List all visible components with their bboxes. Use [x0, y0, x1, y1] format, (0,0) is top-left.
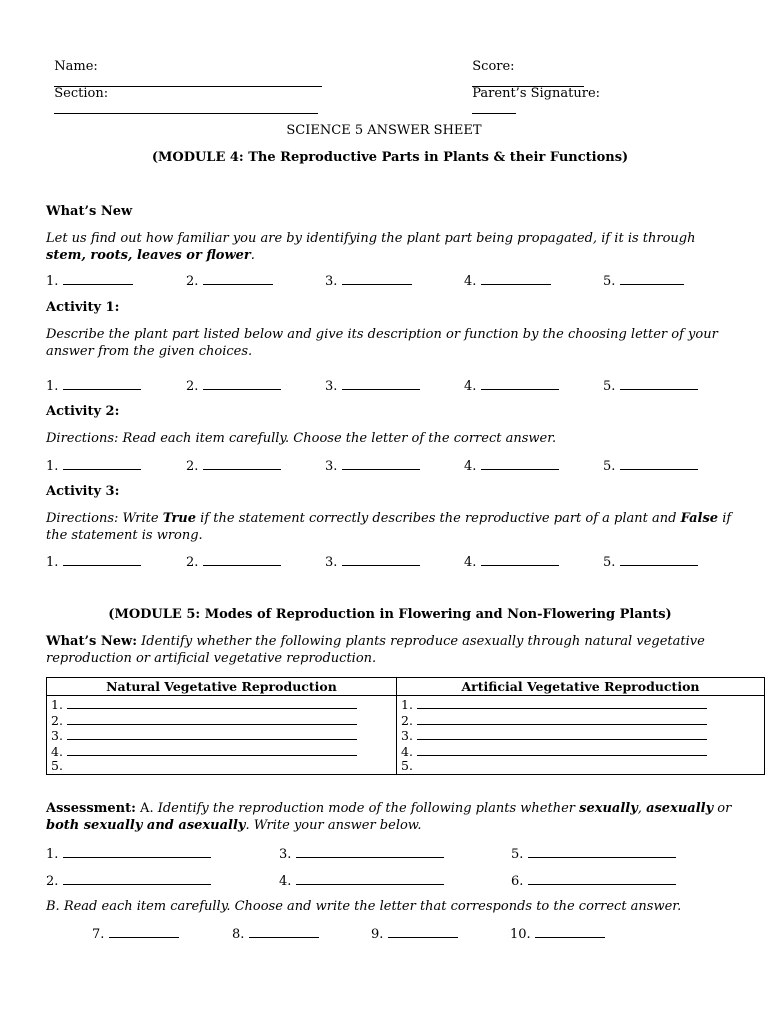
answer-item[interactable]: 5. [603, 457, 698, 474]
answer-item[interactable]: 1. [46, 457, 141, 474]
answer-item[interactable]: 1. [46, 553, 141, 570]
answer-item[interactable]: 5. [511, 845, 676, 862]
whats-new-answers [46, 272, 746, 290]
answer-item[interactable]: 5. [603, 377, 698, 394]
vegetative-reproduction-table [46, 677, 765, 775]
activity1-heading: Activity 1: [46, 300, 120, 315]
answer-item[interactable]: 7. [92, 925, 179, 942]
natural-vegetative-cell[interactable] [47, 696, 397, 775]
answer-item[interactable]: 8. [232, 925, 319, 942]
answer-item[interactable]: 9. [371, 925, 458, 942]
activity2-answers [46, 457, 746, 475]
name-label: Name: [54, 59, 98, 74]
parent-signature-line[interactable] [472, 101, 516, 114]
whats-new-instructions: Let us find out how familiar you are by identifying the plant part being propagated, if it is through stem, roots, leaves or flower. [46, 231, 696, 263]
parent-signature-row [464, 71, 600, 118]
table-row[interactable]: 4. [401, 743, 760, 759]
answer-item[interactable]: 2. [186, 457, 281, 474]
section-label: Section: [54, 86, 109, 101]
module4-title: (MODULE 4: The Reproductive Parts in Plants & their Functions) [151, 150, 629, 165]
answer-item[interactable]: 5. [603, 272, 684, 289]
activity1-instructions: Describe the plant part listed below and give its description or function by the choosing letter of your answer from the given choices. [46, 327, 718, 359]
table-row[interactable]: 3. [51, 727, 392, 743]
module5-title: (MODULE 5: Modes of Reproduction in Flowering and Non-Flowering Plants) [108, 607, 672, 622]
table-row[interactable]: 5. [401, 758, 413, 773]
whats-new-heading: What’s New [46, 204, 133, 219]
score-label: Score: [472, 59, 515, 74]
answer-item[interactable]: 4. [464, 272, 551, 289]
table-row[interactable]: 2. [51, 712, 392, 728]
answer-item[interactable]: 2. [186, 553, 281, 570]
section-input-line[interactable] [54, 101, 318, 114]
answer-item[interactable]: 1. [46, 845, 211, 862]
activity3-heading: Activity 3: [46, 484, 120, 499]
activity2-instructions: Directions: Read each item carefully. Choose the letter of the correct answer. [46, 431, 557, 446]
answer-item[interactable]: 3. [325, 457, 420, 474]
artificial-vegetative-header: Artificial Vegetative Reproduction [397, 678, 765, 696]
natural-vegetative-header: Natural Vegetative Reproduction [47, 678, 397, 696]
assessment-b-answers [46, 925, 746, 943]
answer-item[interactable]: 6. [511, 872, 676, 889]
activity2-heading: Activity 2: [46, 404, 120, 419]
table-row[interactable]: 2. [401, 712, 760, 728]
answer-item[interactable]: 2. [186, 272, 273, 289]
assessment-a-answers-row2 [46, 872, 746, 890]
answer-item[interactable]: 2. [186, 377, 281, 394]
activity3-instructions: Directions: Write True if the statement correctly describes the reproductive part of a plant and False if the statement is wrong. [46, 511, 732, 543]
answer-item[interactable]: 3. [325, 553, 420, 570]
activity3-answers [46, 553, 746, 571]
table-row[interactable]: 5. [51, 758, 63, 773]
table-row[interactable]: 1. [51, 696, 392, 712]
assessment-instructions: Assessment: A. Identify the reproduction mode of the following plants whether sexually, asexually or both sexually and asexually. Write your answer below. [46, 801, 732, 833]
answer-item[interactable]: 3. [325, 377, 420, 394]
assessment-b-instructions: B. Read each item carefully. Choose and write the letter that corresponds to the correct answer. [46, 899, 682, 914]
section-field-row [46, 71, 318, 118]
answer-item[interactable]: 4. [464, 457, 559, 474]
answer-item[interactable]: 2. [46, 872, 211, 889]
answer-item[interactable]: 3. [279, 845, 444, 862]
table-row[interactable]: 3. [401, 727, 760, 743]
answer-item[interactable]: 10. [510, 925, 605, 942]
answer-item[interactable]: 1. [46, 377, 141, 394]
answer-item[interactable]: 3. [325, 272, 412, 289]
table-row[interactable]: 4. [51, 743, 392, 759]
assessment-a-answers-row1 [46, 845, 746, 863]
activity1-answers [46, 377, 746, 395]
answer-item[interactable]: 4. [279, 872, 444, 889]
answer-item[interactable]: 5. [603, 553, 698, 570]
answer-item[interactable]: 4. [464, 377, 559, 394]
answer-item[interactable]: 1. [46, 272, 133, 289]
artificial-vegetative-cell[interactable] [397, 696, 765, 775]
sheet-title: SCIENCE 5 ANSWER SHEET [286, 123, 482, 138]
table-row[interactable]: 1. [401, 696, 760, 712]
parent-signature-label: Parent’s Signature: [472, 86, 601, 101]
module5-whats-new: What’s New: Identify whether the following plants reproduce asexually through natural vegetative reproduction or artificial vegetative reproduction. [46, 634, 705, 666]
answer-item[interactable]: 4. [464, 553, 559, 570]
